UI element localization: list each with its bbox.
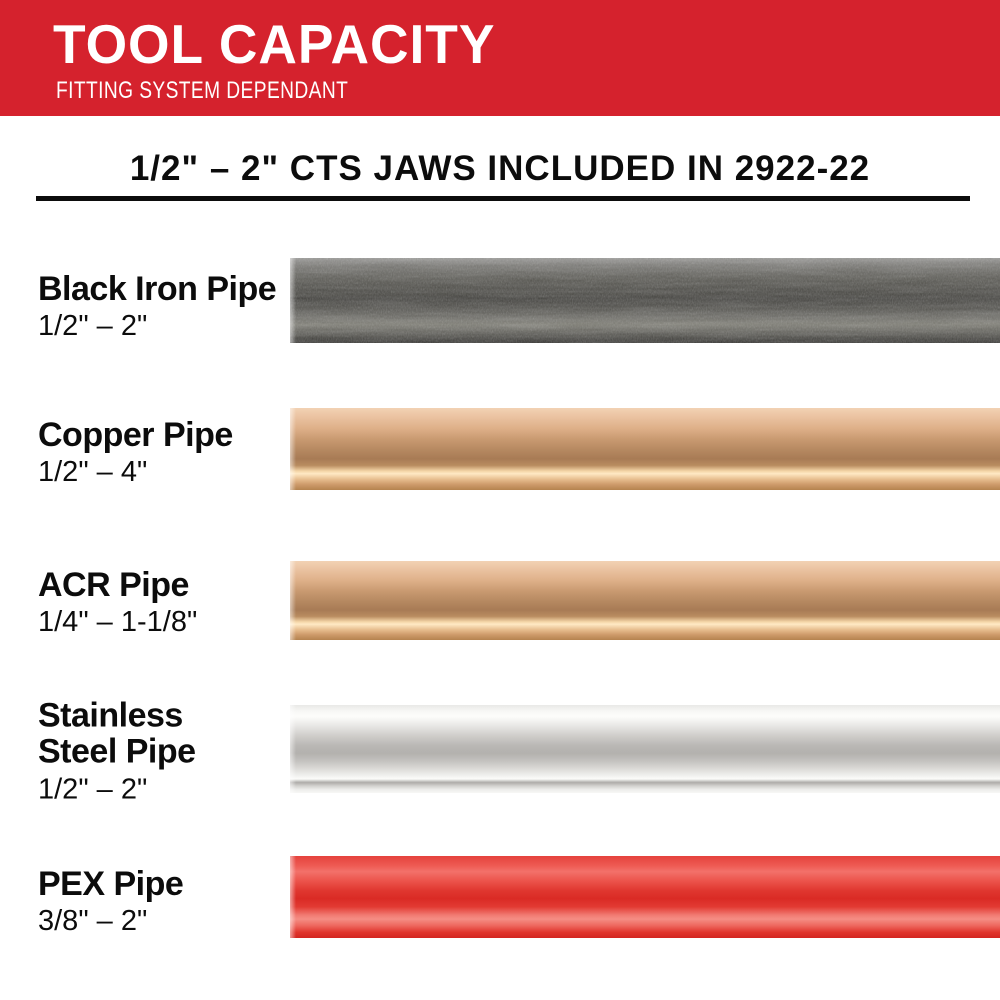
pipe-range: 1/2" – 4" [38,456,148,489]
black-iron-pipe-image [290,258,1000,343]
header-banner [0,0,1000,116]
section-heading-rule [36,196,970,201]
page-title: TOOL CAPACITY [53,13,496,75]
pipe-range: 1/2" – 2" [38,310,148,343]
section-heading: 1/2" – 2" CTS JAWS INCLUDED IN 2922-22 [129,149,871,188]
pipe-name: Copper Pipe [38,415,233,454]
pipe-name: PEX Pipe [38,864,184,903]
pipe-name: ACR Pipe [38,565,189,604]
pex-pipe-image [290,856,1000,938]
pipe-texture-overlay [290,258,1000,343]
pipe-range: 1/4" – 1-1/8" [38,606,198,639]
pipe-range: 3/8" – 2" [38,905,148,938]
copper-pipe-image [290,408,1000,490]
stainless-steel-pipe-image [290,705,1000,793]
page-tagline: FITTING SYSTEM DEPENDANT [56,77,349,104]
pipe-name: Stainless Steel Pipe [38,696,196,772]
pipe-range: 1/2" – 2" [38,773,148,806]
pipe-name: Black Iron Pipe [38,269,277,308]
acr-pipe-image [290,561,1000,640]
